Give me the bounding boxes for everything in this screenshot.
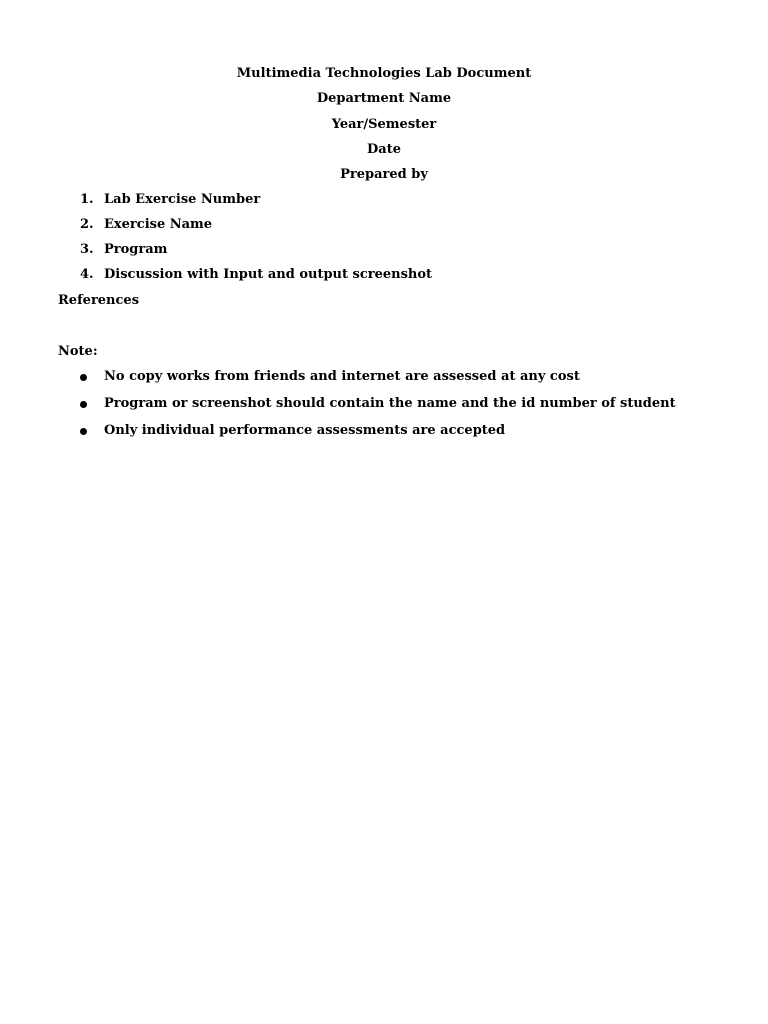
note-bullet-text: No copy works from friends and internet are assessed at any cost (104, 369, 580, 384)
list-item-number: 4. (80, 267, 94, 282)
department-name: Department Name (316, 91, 452, 106)
bullet-icon (80, 428, 87, 435)
list-item-label: Program (104, 242, 168, 257)
list-item-label: Exercise Name (104, 217, 213, 232)
prepared-by: Prepared by (340, 167, 428, 182)
document-title: Multimedia Technologies Lab Document (236, 66, 532, 81)
references-heading: References (58, 293, 140, 308)
date-line: Date (367, 142, 401, 157)
note-bullet-text: Program or screenshot should contain the name and the id number of student (104, 396, 676, 411)
list-item-number: 1. (80, 192, 94, 207)
list-item-number: 2. (80, 217, 94, 232)
list-item-label: Discussion with Input and output screenshot (104, 267, 433, 282)
bullet-icon (80, 401, 87, 408)
note-bullet-text: Only individual performance assessments are accepted (104, 423, 506, 438)
note-heading: Note: (58, 344, 98, 359)
year-semester: Year/Semester (331, 117, 437, 132)
bullet-icon (80, 374, 87, 381)
list-item-label: Lab Exercise Number (104, 192, 261, 207)
list-item-number: 3. (80, 242, 94, 257)
